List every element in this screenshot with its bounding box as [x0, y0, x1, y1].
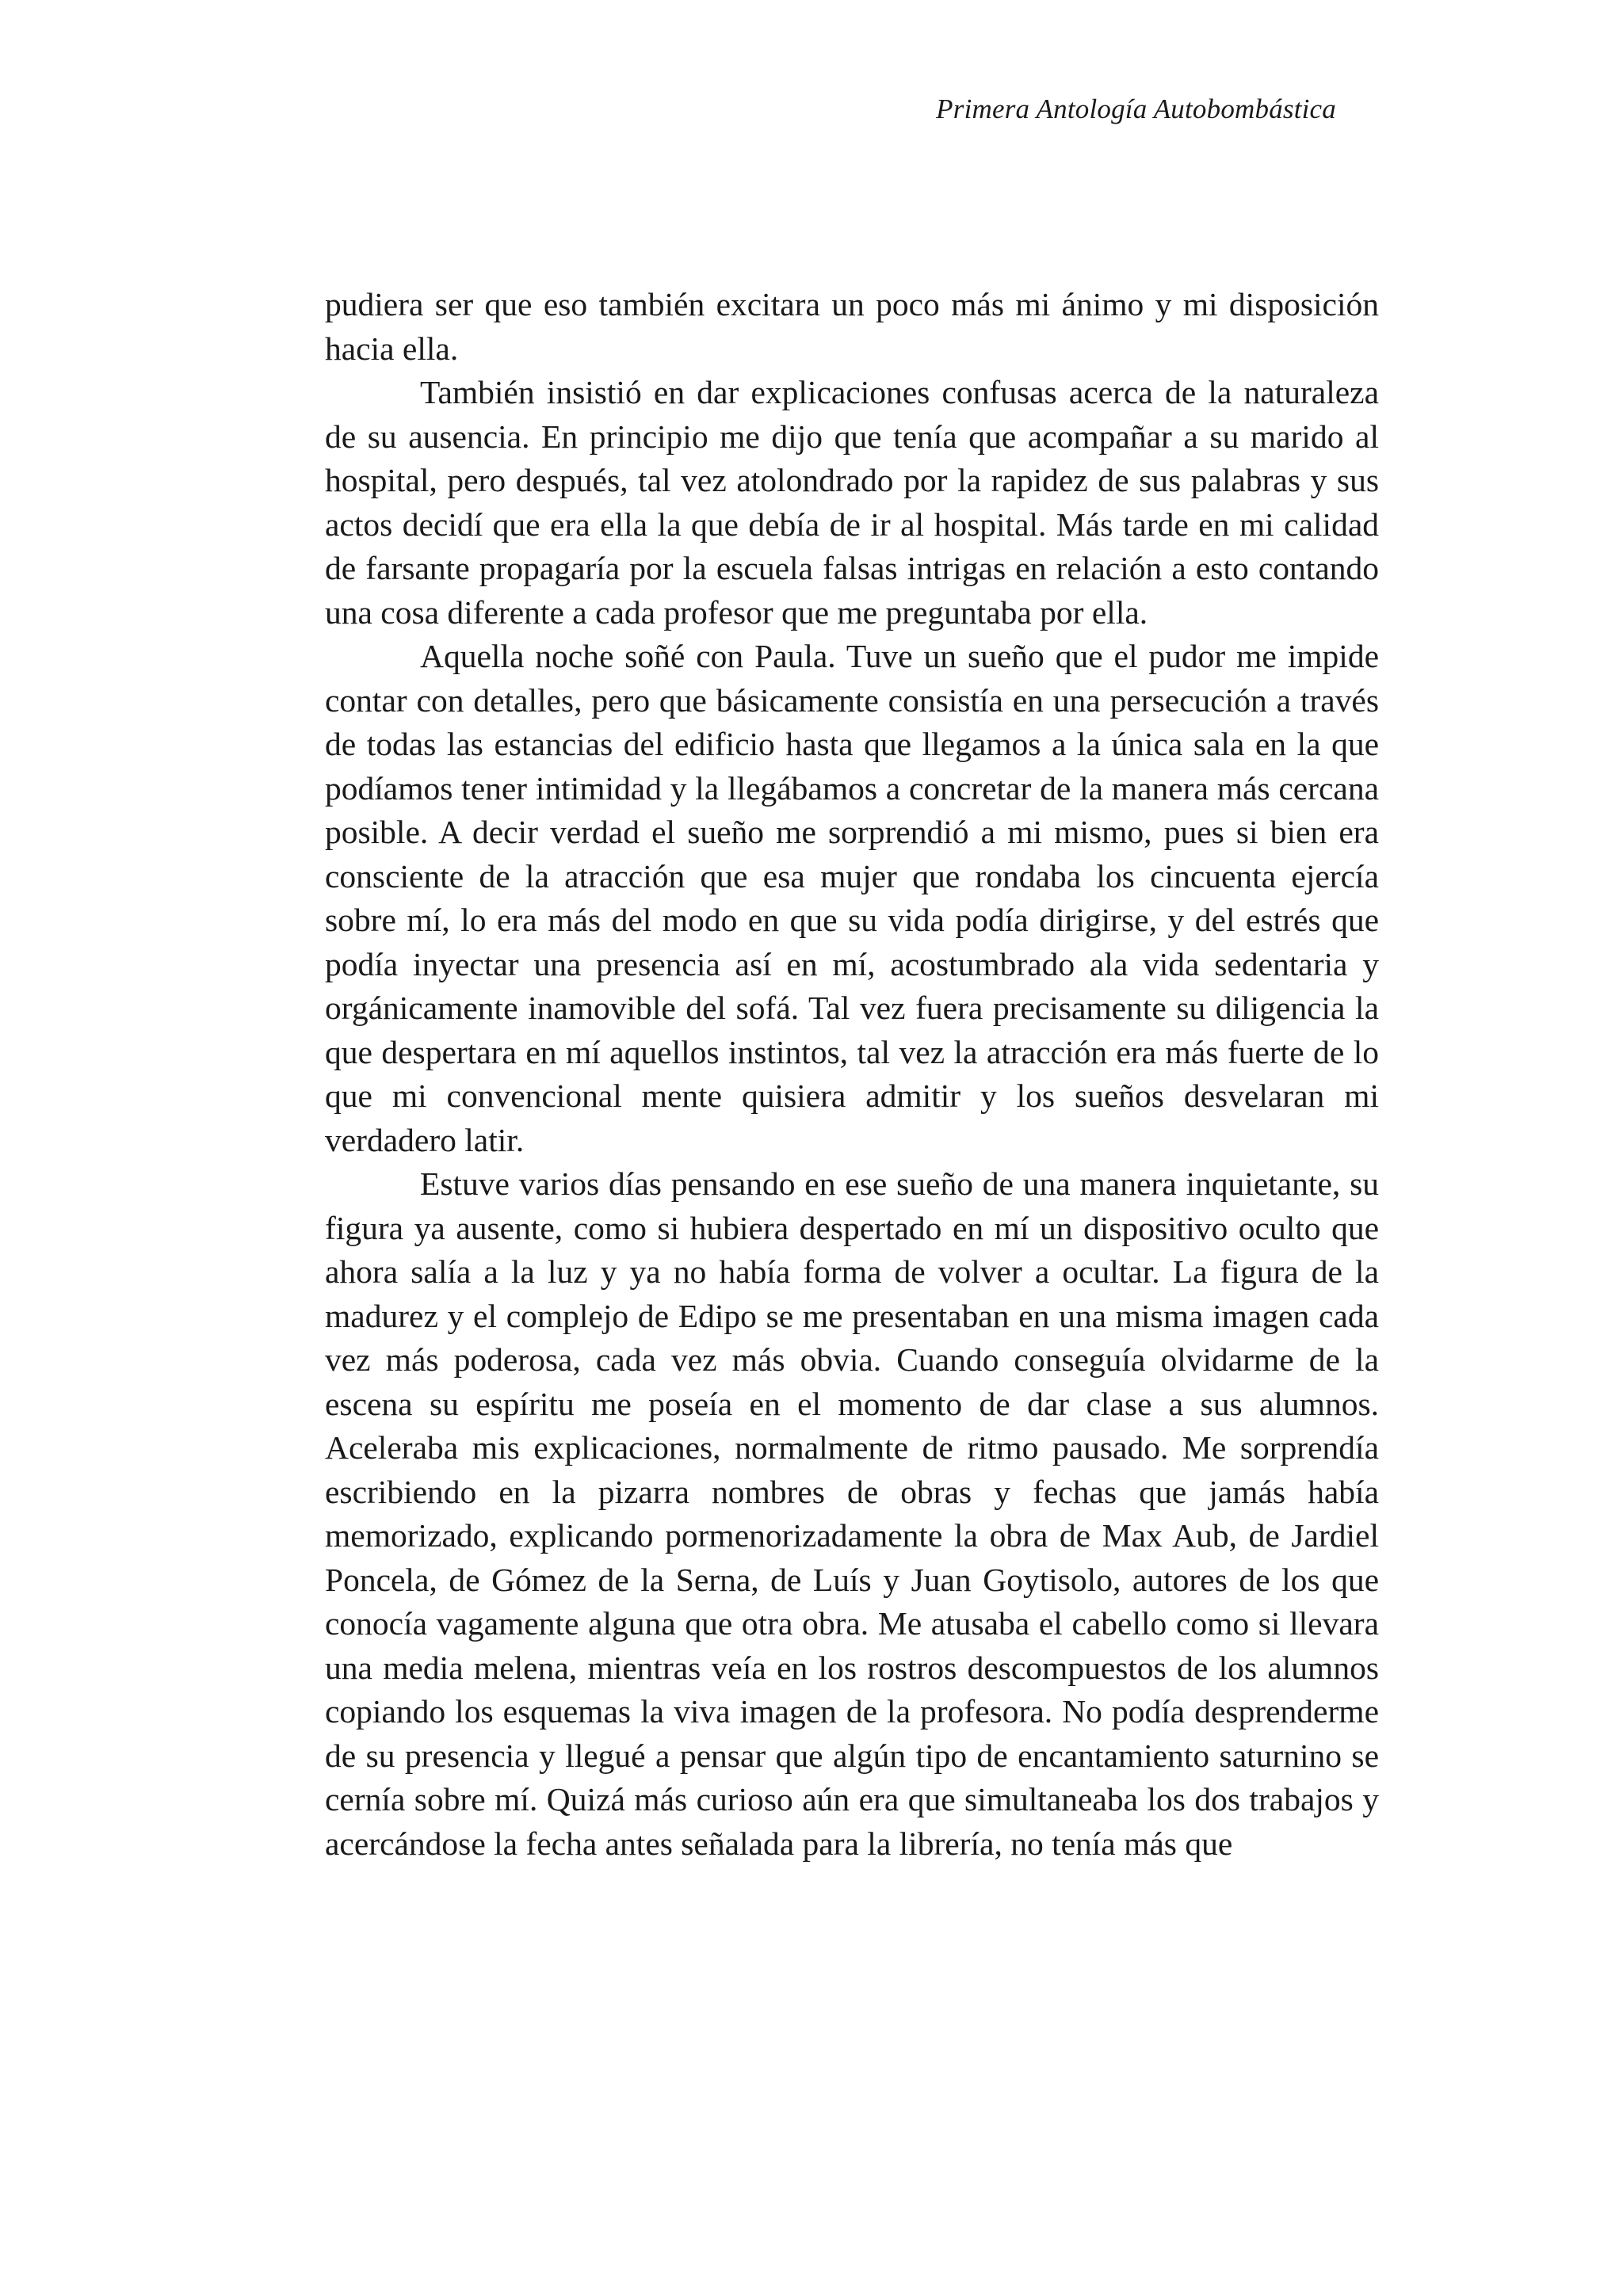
- paragraph: Estuve varios días pensando en ese sueño de una manera inquietante, su figura ya ausente, como si hubiera despertado en mí un dispositivo oculto que ahora salía a la luz y ya no había forma de volver a ocultar. La figura de la madurez y el complejo de Edipo se me presentaban en una misma imagen cada vez más poderosa, cada vez más obvia. Cuando conseguía olvidarme de la escena su espíritu me poseía en el momento de dar clase a sus alumnos. Aceleraba mis explicaciones, normalmente de ritmo pausado. Me sorprendía escribiendo en la pizarra nombres de obras y fechas que jamás había memorizado, explicando pormenorizadamente la obra de Max Aub, de Jardiel Poncela, de Gómez de la Serna, de Luís y Juan Goytisolo, autores de los que conocía vagamente alguna que otra obra. Me atusaba el cabello como si llevara una media melena, mientras veía en los rostros descompuestos de los alumnos copiando los esquemas la viva imagen de la profesora. No podía desprenderme de su presencia y llegué a pensar que algún tipo de encantamiento saturnino se cernía sobre mí. Quizá más curioso aún era que simultaneaba los dos trabajos y acercándose la fecha antes señalada para la librería, no tenía más que: [325, 1165, 1379, 1862]
- paragraph: También insistió en dar explicaciones confusas acerca de la naturaleza de su ausencia. En principio me dijo que tenía que acompañar a su marido al hospital, pero después, tal vez atolondrado por la rapidez de sus palabras y sus actos decidí que era ella la que debía de ir al hospital. Más tarde en mi calidad de farsante propagaría por la escuela falsas intrigas en relación a esto contando una cosa diferente a cada profesor que me preguntaba por ella.: [325, 374, 1379, 631]
- paragraph-continuation: pudiera ser que eso también excitara un poco más mi ánimo y mi disposición hacia ella.: [325, 286, 1379, 367]
- paragraph: Aquella noche soñé con Paula. Tuve un sueño que el pudor me impide contar con detalles, pero que básicamente consistía en una persecución a través de todas las estancias del edificio hasta que llegamos a la única sala en la que podíamos tener intimidad y la llegábamos a concretar de la manera más cercana posible. A decir verdad el sueño me sorprendió a mi mismo, pues si bien era consciente de la atracción que esa mujer que rondaba los cincuenta ejercía sobre mí, lo era más del modo en que su vida podía dirigirse, y del estrés que podía inyectar una presencia así en mí, acostumbrado ala vida sedentaria y orgánicamente inamovible del sofá. Tal vez fuera precisamente su diligencia la que despertara en mí aquellos instintos, tal vez la atracción era más fuerte de lo que mi convencional mente quisiera admitir y los sueños desvelaran mi verdadero latir.: [325, 638, 1379, 1158]
- running-header: Primera Antología Autobombástica: [936, 93, 1336, 124]
- body-text: [325, 283, 1379, 1866]
